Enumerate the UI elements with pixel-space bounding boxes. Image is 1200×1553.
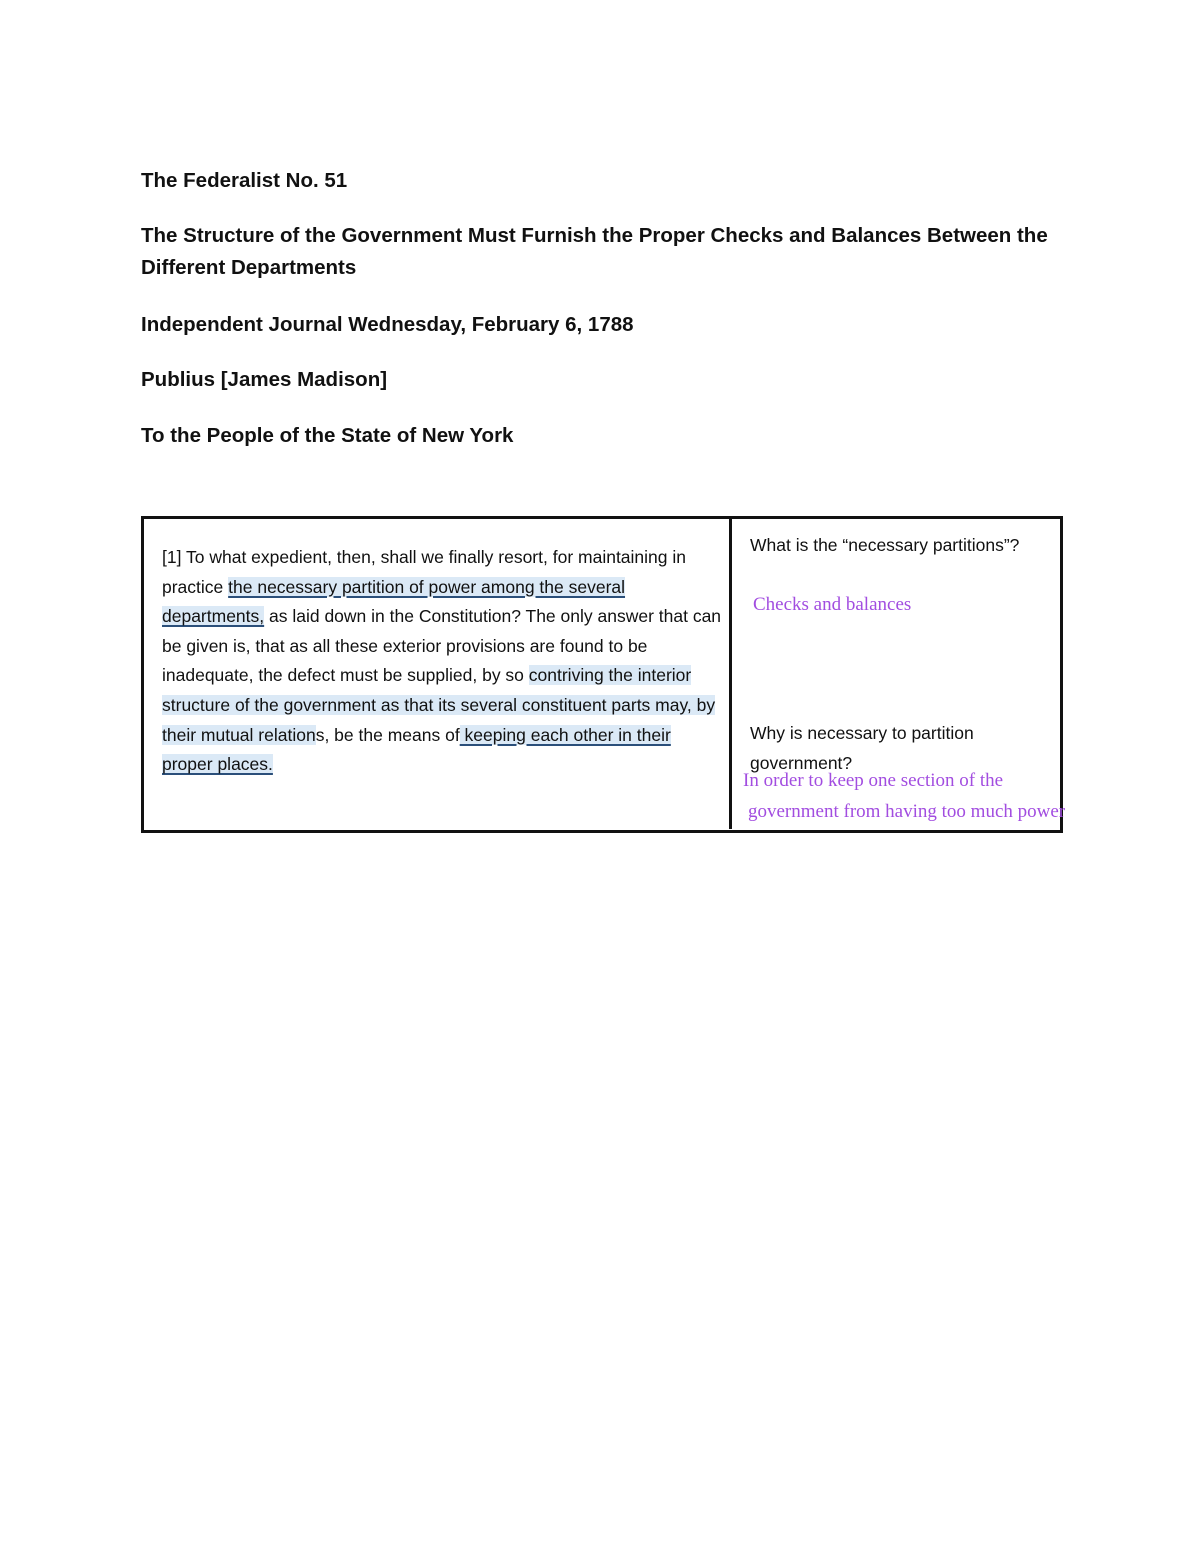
question-why-partition: Why is necessary to partition government?	[750, 723, 974, 773]
answer-2-line-1: In order to keep one section of the	[743, 770, 1004, 791]
handwritten-answer-1: Checks and balances	[753, 594, 912, 615]
passage-highlight-underlined: keeping each other in their proper places.	[162, 724, 671, 775]
passage-text: [1] To what expedient, then, shall we finally resort, for maintaining in practice	[162, 547, 686, 597]
passage-text: as laid down in the Constitution? The only answer that can be given is, that as all these exterior provisions are found to be inadequate, the defect must be supplied, by so	[162, 606, 722, 686]
publication-line: Independent Journal Wednesday, February 6, 1788	[141, 313, 634, 336]
passage-highlight-underlined: the necessary partition of power among the several departments,	[162, 576, 626, 627]
table-column-divider	[729, 518, 732, 829]
passage-highlight: contriving the interior structure of the government as that its several constituent parts may, by their mutual relation	[162, 665, 716, 745]
passage-cell	[162, 543, 722, 780]
answer-2-line-2: government from having too much power	[748, 801, 1066, 822]
author-line: Publius [James Madison]	[141, 368, 388, 391]
document-title: The Federalist No. 51	[141, 169, 348, 192]
question-necessary-partitions: What is the “necessary partitions”?	[750, 535, 1020, 555]
address-line: To the People of the State of New York	[141, 424, 514, 447]
handwritten-answer-2	[743, 765, 1093, 827]
document-subtitle: The Structure of the Government Must Furnish the Proper Checks and Balances Between the Different Departments	[141, 224, 1048, 279]
passage-text: s, be the means of	[315, 724, 460, 745]
